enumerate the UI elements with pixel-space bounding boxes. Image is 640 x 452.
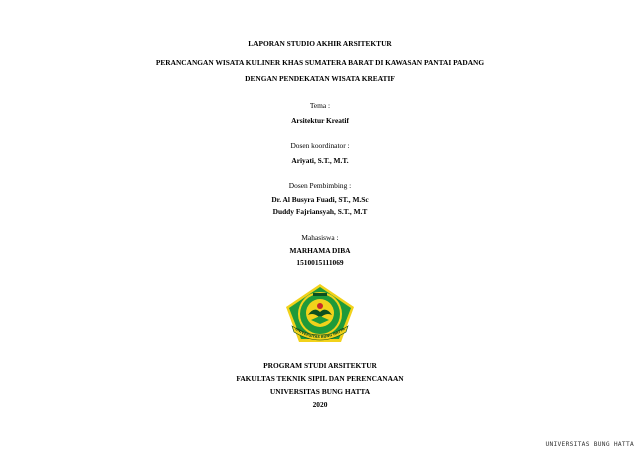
theme-value: Arsitektur Kreatif [291,116,349,125]
year: 2020 [312,400,328,409]
report-type: LAPORAN STUDIO AKHIR ARSITEKTUR [248,39,392,48]
watermark-text: UNIVERSITAS BUNG HATTA [545,441,634,448]
faculty-name: FAKULTAS TEKNIK SIPIL DAN PERENCANAAN [236,374,404,383]
report-title-line-2: DENGAN PENDEKATAN WISATA KREATIF [245,74,395,83]
student-label: Mahasiswa : [301,233,339,242]
study-program: PROGRAM STUDI ARSITEKTUR [263,361,377,370]
supervisor-name-1: Dr. Al Busyra Fuadi, ST., M.Sc [271,195,369,204]
coordinator-name: Ariyati, S.T., M.T. [291,156,349,165]
student-id: 1510015111069 [296,258,344,267]
university-name: UNIVERSITAS BUNG HATTA [269,387,371,396]
student-name: MARHAMA DIBA [289,246,351,255]
report-title-line-1: PERANCANGAN WISATA KULINER KHAS SUMATERA BARAT DI KAWASAN PANTAI PADANG [155,58,485,67]
university-seal-icon [284,282,356,344]
theme-label: Tema : [309,101,331,110]
supervisors-label: Dosen Pembimbing : [288,181,352,190]
coordinator-label: Dosen koordinator : [290,141,350,150]
supervisor-name-2: Duddy Fajriansyah, S.T., M.T [272,207,368,216]
svg-text:UNIVERSITAS BUNG HATTA: UNIVERSITAS BUNG HATTA [294,326,346,340]
